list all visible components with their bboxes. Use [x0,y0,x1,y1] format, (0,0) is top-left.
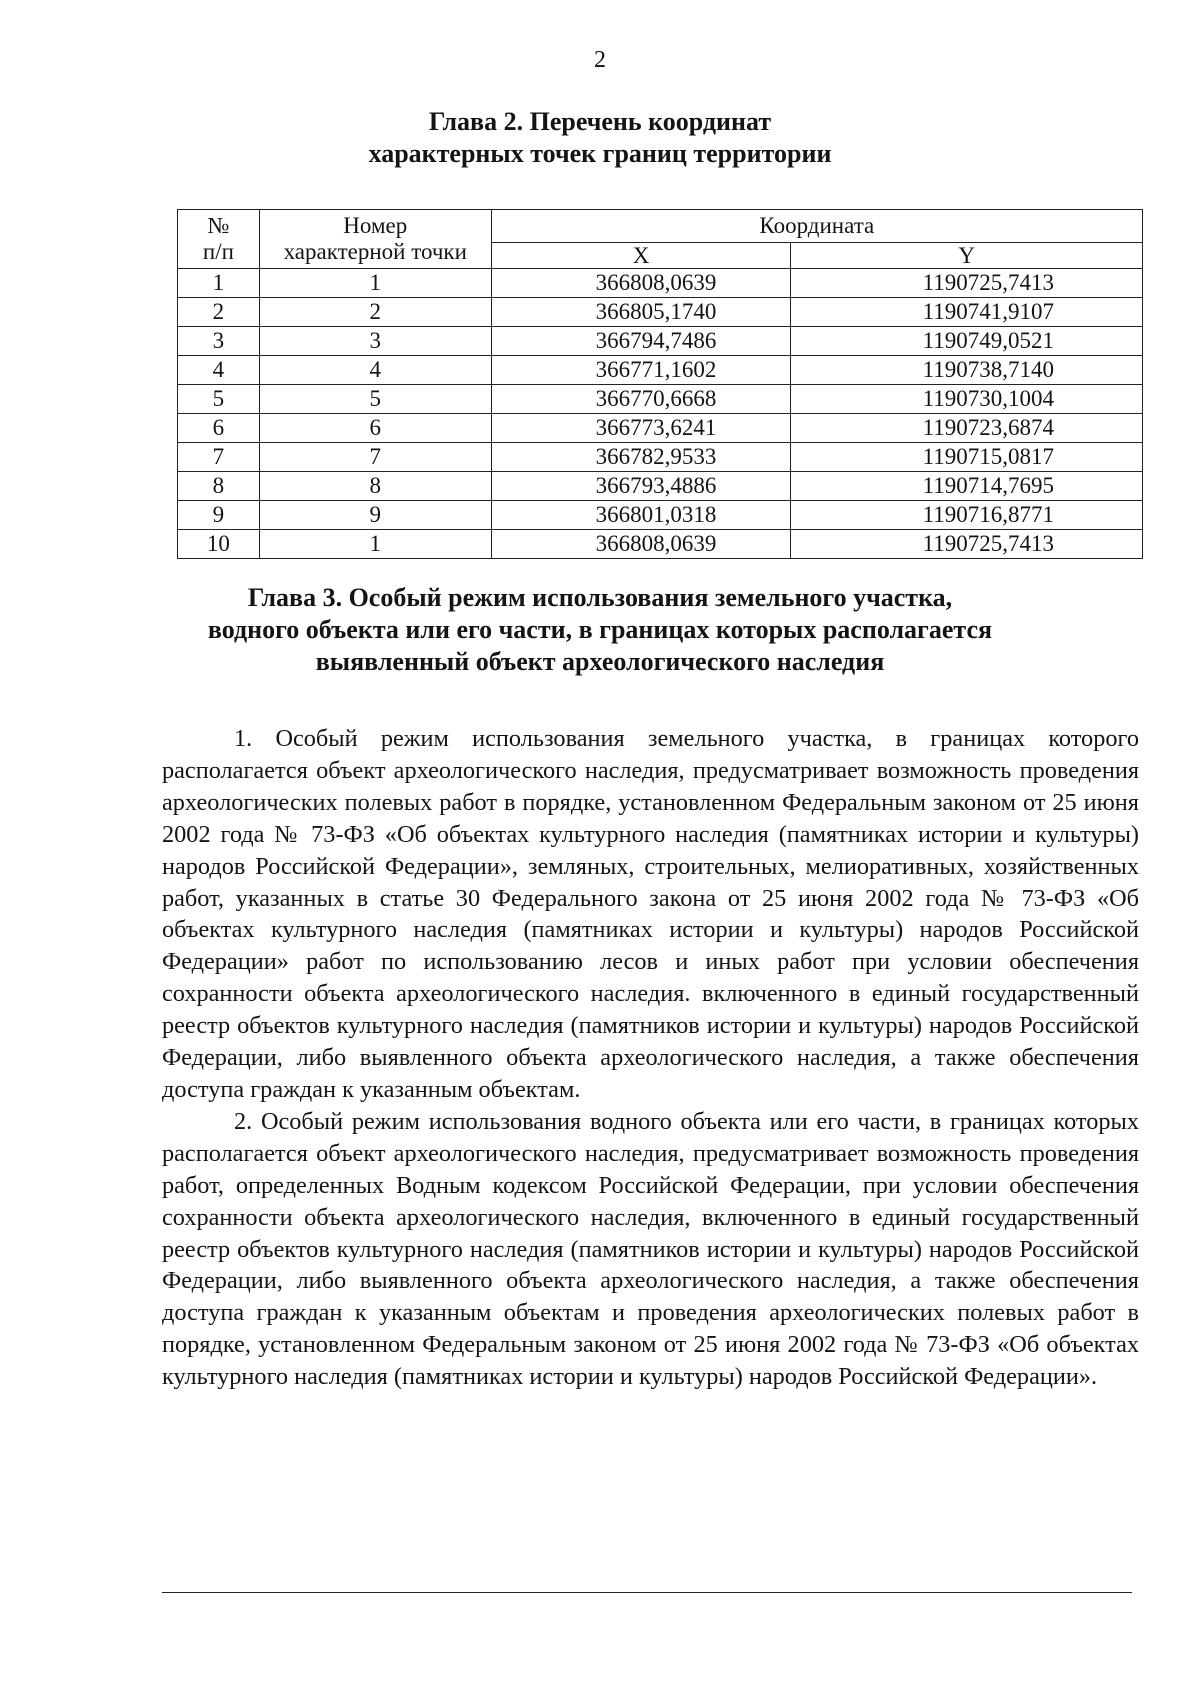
cell-y: 1190741,9107 [791,298,1143,327]
cell-x: 366782,9533 [491,443,791,472]
paragraph-2: 2. Особый режим использования водного объекта или его части, в границах которых располагается объект археологического наследия, предусматривает возможность проведения работ, определенных Водным кодексом Российской Федерации, при условии обеспечения сохранности объекта археологического наследия, включенного в единый государственный реестр объектов культурного наследия (памятников истории и культуры) народов Российской Федерации, либо выявленного объекта археологического наследия, а также обеспечения доступа граждан к указанным объектам и проведения археологических полевых работ в порядке, установленном Федеральным законом от 25 июня 2002 года № 73-ФЗ «Об объектах культурного наследия (памятниках истории и культуры) народов Российской Федерации». [162,1107,1139,1391]
table-row [178,385,1143,414]
cell-row-number: 9 [178,501,260,530]
cell-point-number: 8 [259,472,491,501]
coordinates-table [177,209,1143,559]
cell-y: 1190725,7413 [791,269,1143,298]
table-row [178,269,1143,298]
table-row [178,356,1143,385]
cell-point-number: 6 [259,414,491,443]
chapter-3-title [150,582,1050,678]
cell-y: 1190749,0521 [791,327,1143,356]
table-row [178,472,1143,501]
header-coordinate: Координата [491,210,1142,243]
cell-row-number: 6 [178,414,260,443]
cell-point-number: 1 [259,269,491,298]
header-x: X [491,243,791,269]
table-row [178,501,1143,530]
table-row [178,414,1143,443]
cell-row-number: 1 [178,269,260,298]
cell-row-number: 5 [178,385,260,414]
header-row-number [178,210,260,269]
cell-y: 1190715,0817 [791,443,1143,472]
chapter-3-body [162,723,1139,1393]
cell-x: 366805,1740 [491,298,791,327]
chapter-3-title-line-1: Глава 3. Особый режим использования земельного участка, [247,583,953,612]
cell-point-number: 5 [259,385,491,414]
chapter-2-title [150,106,1050,170]
cell-x: 366793,4886 [491,472,791,501]
table-header-row [178,210,1143,243]
header-point-number-line-2: характерной точки [283,239,467,264]
cell-row-number: 8 [178,472,260,501]
header-point-number-line-1: Номер [343,213,408,238]
cell-x: 366773,6241 [491,414,791,443]
cell-y: 1190725,7413 [791,530,1143,559]
cell-row-number: 3 [178,327,260,356]
bottom-divider [162,1592,1132,1593]
table-row [178,530,1143,559]
cell-y: 1190714,7695 [791,472,1143,501]
cell-x: 366771,1602 [491,356,791,385]
cell-point-number: 2 [259,298,491,327]
header-point-number [259,210,491,269]
cell-row-number: 7 [178,443,260,472]
chapter-2-title-line-1: Глава 2. Перечень координат [428,107,772,136]
cell-point-number: 4 [259,356,491,385]
cell-y: 1190716,8771 [791,501,1143,530]
cell-x: 366808,0639 [491,269,791,298]
chapter-3-title-line-2: водного объекта или его части, в границах которых располагается [207,615,993,644]
coordinates-table-body [178,210,1143,559]
header-row-number-line-1: № [207,213,230,238]
table-row [178,327,1143,356]
cell-x: 366794,7486 [491,327,791,356]
table-row [178,298,1143,327]
chapter-3-title-line-3: выявленный объект археологического наследия [315,647,885,676]
paragraph-1: 1. Особый режим использования земельного участка, в границах которого располагается объект археологического наследия, предусматривает возможность проведения археологических полевых работ в порядке, установленном Федеральным законом от 25 июня 2002 года № 73-ФЗ «Об объектах культурного наследия (памятниках истории и культуры) народов Российской Федерации», земляных, строительных, мелиоративных, хозяйственных работ, указанных в статье 30 Федерального закона от 25 июня 2002 года № 73-ФЗ «Об объектах культурного наследия (памятниках истории и культуры) народов Российской Федерации» работ по использованию лесов и иных работ при условии обеспечения сохранности объекта археологического наследия. включенного в единый государственный реестр объектов культурного наследия (памятников истории и культуры) народов Российской Федерации, либо выявленного объекта археологического наследия, а также обеспечения доступа граждан к указанным объектам. [162,725,1139,1103]
cell-x: 366770,6668 [491,385,791,414]
cell-row-number: 10 [178,530,260,559]
cell-point-number: 1 [259,530,491,559]
header-y: Y [791,243,1143,269]
cell-y: 1190723,6874 [791,414,1143,443]
cell-row-number: 2 [178,298,260,327]
cell-point-number: 7 [259,443,491,472]
page-number: 2 [594,47,606,73]
cell-row-number: 4 [178,356,260,385]
cell-y: 1190738,7140 [791,356,1143,385]
table-row [178,443,1143,472]
chapter-2-title-line-2: характерных точек границ территории [368,139,832,168]
header-row-number-line-2: п/п [202,239,234,264]
cell-point-number: 3 [259,327,491,356]
cell-x: 366808,0639 [491,530,791,559]
cell-y: 1190730,1004 [791,385,1143,414]
cell-x: 366801,0318 [491,501,791,530]
cell-point-number: 9 [259,501,491,530]
